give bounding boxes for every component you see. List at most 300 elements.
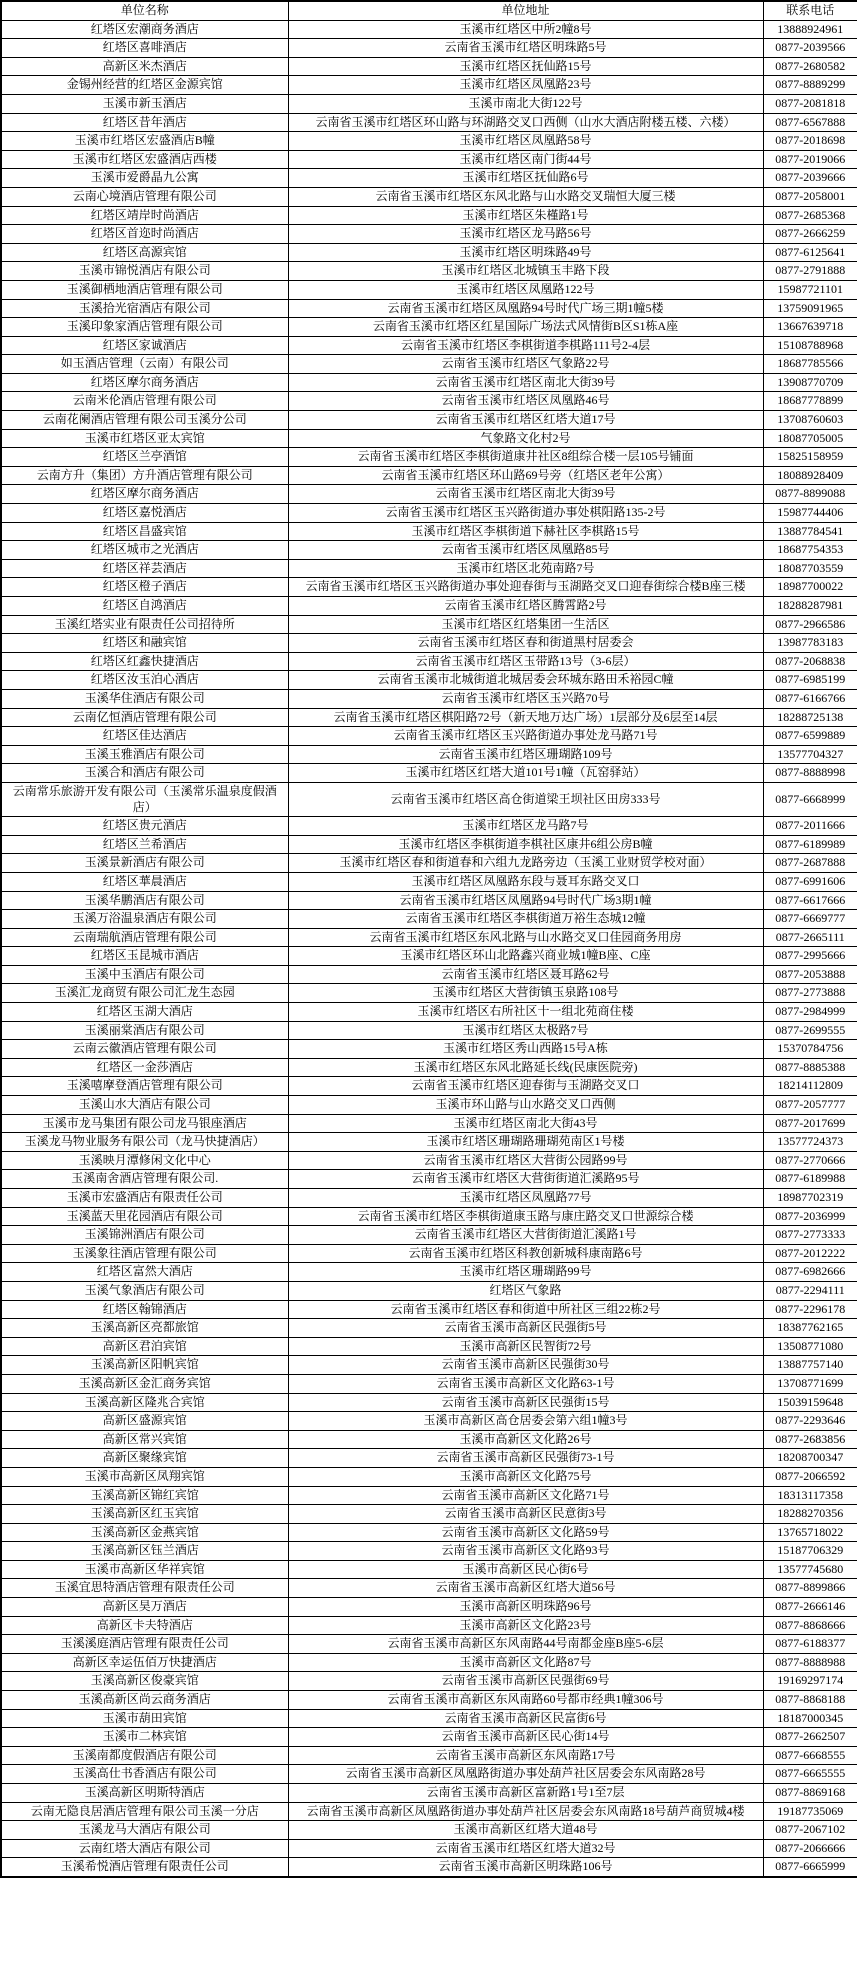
unit-address-cell: 云南省玉溪市红塔区气象路22号 bbox=[288, 355, 763, 374]
unit-name-cell: 玉溪高新区锦红宾馆 bbox=[1, 1486, 288, 1505]
phone-cell: 18187000345 bbox=[763, 1709, 857, 1728]
unit-name-cell: 玉溪高仕书香酒店有限公司 bbox=[1, 1765, 288, 1784]
unit-address-cell: 云南省玉溪市高新区文化路63-1号 bbox=[288, 1374, 763, 1393]
unit-name-cell: 玉溪市锦悦酒店有限公司 bbox=[1, 262, 288, 281]
unit-address-cell: 云南省玉溪市红塔区李棋街道李棋路111号2-4层 bbox=[288, 336, 763, 355]
table-row bbox=[1, 1467, 857, 1486]
table-row bbox=[1, 448, 857, 467]
phone-cell: 13888924961 bbox=[763, 20, 857, 39]
unit-address-cell: 玉溪市红塔区李棋街道李棋社区康井6组公房B幢 bbox=[288, 835, 763, 854]
unit-address-cell: 玉溪市红塔区红塔集团一生活区 bbox=[288, 615, 763, 634]
unit-name-cell: 红塔区翰锦酒店 bbox=[1, 1300, 288, 1319]
unit-address-cell: 云南省玉溪市红塔区凤凰路94号时代广场三期1幢5楼 bbox=[288, 299, 763, 318]
phone-cell: 15370784756 bbox=[763, 1040, 857, 1059]
phone-cell: 0877-2081818 bbox=[763, 94, 857, 113]
phone-cell: 0877-2066592 bbox=[763, 1467, 857, 1486]
table-row bbox=[1, 872, 857, 891]
unit-name-cell: 高新区幸运伍佰万快捷酒店 bbox=[1, 1653, 288, 1672]
phone-cell: 0877-6985199 bbox=[763, 671, 857, 690]
unit-address-cell: 云南省玉溪市红塔区凤凰路46号 bbox=[288, 392, 763, 411]
unit-address-cell: 玉溪市红塔区珊瑚路珊瑚苑南区1号楼 bbox=[288, 1133, 763, 1152]
phone-cell: 0877-6189989 bbox=[763, 835, 857, 854]
unit-address-cell: 云南省玉溪市红塔区凤凰路85号 bbox=[288, 541, 763, 560]
phone-cell: 0877-2066666 bbox=[763, 1839, 857, 1858]
unit-name-cell: 高新区盛源宾馆 bbox=[1, 1412, 288, 1431]
phone-cell: 13577724373 bbox=[763, 1133, 857, 1152]
table-row bbox=[1, 1263, 857, 1282]
unit-address-cell: 云南省玉溪市红塔区环山路69号旁（红塔区老年公寓） bbox=[288, 466, 763, 485]
table-row bbox=[1, 1560, 857, 1579]
table-row bbox=[1, 392, 857, 411]
unit-address-cell: 玉溪市高新区文化路23号 bbox=[288, 1616, 763, 1635]
unit-address-cell: 玉溪市环山路与山水路交叉口西侧 bbox=[288, 1096, 763, 1115]
table-row bbox=[1, 1784, 857, 1803]
unit-address-cell: 玉溪市高新区高仓居委会第六组1幢3号 bbox=[288, 1412, 763, 1431]
phone-cell: 0877-2683856 bbox=[763, 1430, 857, 1449]
table-body bbox=[1, 20, 857, 1877]
unit-address-cell: 云南省玉溪市高新区民强街5号 bbox=[288, 1319, 763, 1338]
phone-cell: 0877-2039666 bbox=[763, 169, 857, 188]
unit-address-cell: 云南省玉溪市红塔区明珠路5号 bbox=[288, 39, 763, 58]
phone-cell: 13577745680 bbox=[763, 1560, 857, 1579]
phone-cell: 0877-2058001 bbox=[763, 187, 857, 206]
unit-address-cell: 云南省玉溪市高新区富新路1号1至7层 bbox=[288, 1784, 763, 1803]
phone-cell: 0877-2666259 bbox=[763, 225, 857, 244]
phone-cell: 13508771080 bbox=[763, 1337, 857, 1356]
table-row bbox=[1, 1449, 857, 1468]
unit-name-cell: 红塔区昌盛宾馆 bbox=[1, 522, 288, 541]
phone-cell: 0877-2057777 bbox=[763, 1096, 857, 1115]
unit-address-cell: 玉溪市高新区红塔大道48号 bbox=[288, 1821, 763, 1840]
table-row bbox=[1, 1356, 857, 1375]
table-row bbox=[1, 745, 857, 764]
phone-cell: 15187706329 bbox=[763, 1542, 857, 1561]
table-row bbox=[1, 206, 857, 225]
table-row bbox=[1, 708, 857, 727]
unit-address-cell: 云南省玉溪市红塔区迎春街与玉湖路交叉口 bbox=[288, 1077, 763, 1096]
unit-name-cell: 玉溪市爱爵晶九公寓 bbox=[1, 169, 288, 188]
table-row bbox=[1, 634, 857, 653]
phone-cell: 0877-6668999 bbox=[763, 782, 857, 816]
unit-name-cell: 高新区米杰酒店 bbox=[1, 57, 288, 76]
unit-name-cell: 红塔区靖岸时尚酒店 bbox=[1, 206, 288, 225]
table-row bbox=[1, 1300, 857, 1319]
table-row bbox=[1, 429, 857, 448]
phone-cell: 0877-8899866 bbox=[763, 1579, 857, 1598]
unit-address-cell: 云南省玉溪市高新区红塔大道56号 bbox=[288, 1579, 763, 1598]
unit-name-cell: 红塔区玉昆城市酒店 bbox=[1, 947, 288, 966]
phone-cell: 0877-2984999 bbox=[763, 1003, 857, 1022]
unit-name-cell: 高新区昊万酒店 bbox=[1, 1598, 288, 1617]
unit-address-cell: 玉溪市红塔区凤凰路东段与聂耳东路交叉口 bbox=[288, 872, 763, 891]
table-row bbox=[1, 1653, 857, 1672]
unit-name-cell: 红塔区富然大酒店 bbox=[1, 1263, 288, 1282]
phone-cell: 13908770709 bbox=[763, 373, 857, 392]
unit-name-cell: 红塔区華晨酒店 bbox=[1, 872, 288, 891]
table-row bbox=[1, 1542, 857, 1561]
unit-name-cell: 玉溪市二林宾馆 bbox=[1, 1728, 288, 1747]
phone-cell: 18087703559 bbox=[763, 559, 857, 578]
unit-name-cell: 红塔区昔年酒店 bbox=[1, 113, 288, 132]
unit-name-cell: 玉溪蓝天里花园酒店有限公司 bbox=[1, 1207, 288, 1226]
unit-address-cell: 云南省玉溪市高新区明珠路106号 bbox=[288, 1858, 763, 1877]
unit-address-cell: 气象路文化村2号 bbox=[288, 429, 763, 448]
phone-cell: 13708760603 bbox=[763, 411, 857, 430]
unit-name-cell: 云南花阑酒店管理有限公司玉溪分公司 bbox=[1, 411, 288, 430]
phone-cell: 19187735069 bbox=[763, 1802, 857, 1821]
unit-name-cell: 红塔区贵元酒店 bbox=[1, 817, 288, 836]
phone-cell: 0877-2068838 bbox=[763, 652, 857, 671]
table-row bbox=[1, 782, 857, 816]
table-row bbox=[1, 615, 857, 634]
table-row bbox=[1, 20, 857, 39]
unit-name-cell: 玉溪高新区钰兰酒店 bbox=[1, 1542, 288, 1561]
unit-name-cell: 玉溪高新区亮都旅馆 bbox=[1, 1319, 288, 1338]
table-row bbox=[1, 1114, 857, 1133]
phone-cell: 0877-6599889 bbox=[763, 727, 857, 746]
phone-cell: 13577704327 bbox=[763, 745, 857, 764]
unit-name-cell: 玉溪高新区红玉宾馆 bbox=[1, 1505, 288, 1524]
unit-address-cell: 玉溪市高新区文化路75号 bbox=[288, 1467, 763, 1486]
phone-cell: 18087705005 bbox=[763, 429, 857, 448]
unit-name-cell: 红塔区祥芸酒店 bbox=[1, 559, 288, 578]
table-header bbox=[1, 1, 857, 20]
unit-name-cell: 红塔区喜啡酒店 bbox=[1, 39, 288, 58]
unit-address-cell: 云南省玉溪市红塔区南北大街39号 bbox=[288, 485, 763, 504]
unit-address-cell: 云南省玉溪市高新区民富街6号 bbox=[288, 1709, 763, 1728]
unit-address-cell: 云南省玉溪市红塔区玉带路13号（3-6层） bbox=[288, 652, 763, 671]
table-row bbox=[1, 1746, 857, 1765]
unit-name-cell: 玉溪映月潭修闲文化中心 bbox=[1, 1151, 288, 1170]
unit-address-cell: 云南省玉溪市红塔区东风北路与山水路交叉瑞恒大厦三楼 bbox=[288, 187, 763, 206]
unit-address-cell: 玉溪市红塔区大营街镇玉泉路108号 bbox=[288, 984, 763, 1003]
unit-name-cell: 玉溪市红塔区宏盛酒店B幢 bbox=[1, 132, 288, 151]
phone-cell: 0877-2293646 bbox=[763, 1412, 857, 1431]
table-row bbox=[1, 132, 857, 151]
table-row bbox=[1, 671, 857, 690]
unit-address-cell: 云南省玉溪市高新区民强街30号 bbox=[288, 1356, 763, 1375]
table-row bbox=[1, 1021, 857, 1040]
unit-name-cell: 云南心境酒店管理有限公司 bbox=[1, 187, 288, 206]
unit-name-cell: 玉溪龙马大酒店有限公司 bbox=[1, 1821, 288, 1840]
unit-name-cell: 玉溪南都度假酒店有限公司 bbox=[1, 1746, 288, 1765]
table-row bbox=[1, 1672, 857, 1691]
phone-cell: 15987721101 bbox=[763, 280, 857, 299]
column-header-phone: 联系电话 bbox=[763, 1, 857, 20]
phone-cell: 0877-2687888 bbox=[763, 854, 857, 873]
phone-cell: 13759091965 bbox=[763, 299, 857, 318]
phone-cell: 15825158959 bbox=[763, 448, 857, 467]
table-row bbox=[1, 1523, 857, 1542]
phone-cell: 18387762165 bbox=[763, 1319, 857, 1338]
unit-address-cell: 玉溪市高新区明珠路96号 bbox=[288, 1598, 763, 1617]
unit-name-cell: 玉溪华鹏酒店有限公司 bbox=[1, 891, 288, 910]
table-row bbox=[1, 1077, 857, 1096]
table-row bbox=[1, 1858, 857, 1877]
unit-name-cell: 红塔区城市之光酒店 bbox=[1, 541, 288, 560]
phone-cell: 15108788968 bbox=[763, 336, 857, 355]
unit-name-cell: 云南方升（集团）方升酒店管理有限公司 bbox=[1, 466, 288, 485]
phone-cell: 13765718022 bbox=[763, 1523, 857, 1542]
phone-cell: 18987702319 bbox=[763, 1189, 857, 1208]
phone-cell: 13708771699 bbox=[763, 1374, 857, 1393]
unit-address-cell: 云南省玉溪市高新区文化路93号 bbox=[288, 1542, 763, 1561]
column-header-unit-name: 单位名称 bbox=[1, 1, 288, 20]
table-row bbox=[1, 280, 857, 299]
table-row bbox=[1, 262, 857, 281]
unit-address-cell: 玉溪市红塔区珊瑚路99号 bbox=[288, 1263, 763, 1282]
table-row bbox=[1, 1802, 857, 1821]
phone-cell: 18687778899 bbox=[763, 392, 857, 411]
unit-address-cell: 云南省玉溪市高新区文化路71号 bbox=[288, 1486, 763, 1505]
unit-address-cell: 云南省玉溪市红塔区李棋街道康玉路与康庄路交叉口世源综合楼 bbox=[288, 1207, 763, 1226]
unit-name-cell: 红塔区高源宾馆 bbox=[1, 243, 288, 262]
phone-cell: 0877-2018698 bbox=[763, 132, 857, 151]
unit-address-cell: 云南省玉溪市红塔区南北大街39号 bbox=[288, 373, 763, 392]
phone-cell: 13887757140 bbox=[763, 1356, 857, 1375]
unit-name-cell: 红塔区汝玉泊心酒店 bbox=[1, 671, 288, 690]
unit-name-cell: 云南亿恒酒店管理有限公司 bbox=[1, 708, 288, 727]
unit-name-cell: 玉溪拾光宿酒店有限公司 bbox=[1, 299, 288, 318]
table-row bbox=[1, 1839, 857, 1858]
phone-cell: 0877-8889299 bbox=[763, 76, 857, 95]
table-row bbox=[1, 1096, 857, 1115]
table-row bbox=[1, 1003, 857, 1022]
unit-address-cell: 玉溪市红塔区春和街道春和六组九龙路旁边（玉溪工业财贸学校对面） bbox=[288, 854, 763, 873]
table-row bbox=[1, 1151, 857, 1170]
table-row bbox=[1, 559, 857, 578]
unit-name-cell: 云南米伦酒店管理有限公司 bbox=[1, 392, 288, 411]
table-row bbox=[1, 1170, 857, 1189]
phone-cell: 0877-2995666 bbox=[763, 947, 857, 966]
unit-name-cell: 玉溪象往酒店管理有限公司 bbox=[1, 1244, 288, 1263]
unit-name-cell: 玉溪宜思特酒店管理有限责任公司 bbox=[1, 1579, 288, 1598]
phone-cell: 0877-2011666 bbox=[763, 817, 857, 836]
unit-name-cell: 红塔区宏潮商务酒店 bbox=[1, 20, 288, 39]
unit-address-cell: 云南省玉溪市红塔区玉兴路街道办事处龙马路71号 bbox=[288, 727, 763, 746]
phone-cell: 0877-6189988 bbox=[763, 1170, 857, 1189]
unit-name-cell: 玉溪市龙马集团有限公司龙马银座酒店 bbox=[1, 1114, 288, 1133]
unit-name-cell: 高新区君泊宾馆 bbox=[1, 1337, 288, 1356]
table-row bbox=[1, 965, 857, 984]
table-row bbox=[1, 764, 857, 783]
phone-cell: 0877-2036999 bbox=[763, 1207, 857, 1226]
unit-address-cell: 云南省玉溪市红塔区李棋街道康井社区8组综合楼一层105号铺面 bbox=[288, 448, 763, 467]
phone-cell: 0877-2294111 bbox=[763, 1281, 857, 1300]
unit-address-cell: 玉溪市红塔区东风北路延长线(民康医院旁) bbox=[288, 1058, 763, 1077]
table-row bbox=[1, 1374, 857, 1393]
phone-cell: 0877-8869168 bbox=[763, 1784, 857, 1803]
unit-address-cell: 玉溪市红塔区龙马路56号 bbox=[288, 225, 763, 244]
unit-name-cell: 玉溪市高新区华祥宾馆 bbox=[1, 1560, 288, 1579]
table-row bbox=[1, 299, 857, 318]
unit-name-cell: 玉溪山水大酒店有限公司 bbox=[1, 1096, 288, 1115]
table-row bbox=[1, 243, 857, 262]
table-row bbox=[1, 522, 857, 541]
table-row bbox=[1, 1040, 857, 1059]
phone-cell: 19169297174 bbox=[763, 1672, 857, 1691]
unit-name-cell: 玉溪市新玉酒店 bbox=[1, 94, 288, 113]
unit-name-cell: 云南云徽酒店管理有限公司 bbox=[1, 1040, 288, 1059]
phone-cell: 18288287981 bbox=[763, 597, 857, 616]
unit-name-cell: 玉溪合和酒店有限公司 bbox=[1, 764, 288, 783]
table-row bbox=[1, 1579, 857, 1598]
phone-cell: 0877-2666146 bbox=[763, 1598, 857, 1617]
table-row bbox=[1, 1486, 857, 1505]
phone-cell: 0877-6617666 bbox=[763, 891, 857, 910]
unit-name-cell: 玉溪汇龙商贸有限公司汇龙生态园 bbox=[1, 984, 288, 1003]
unit-name-cell: 红塔区首迩时尚酒店 bbox=[1, 225, 288, 244]
table-row bbox=[1, 928, 857, 947]
unit-address-cell: 云南省玉溪市红塔区玉兴路街道办事处迎春街与玉湖路交叉口迎春街综合楼B座三楼 bbox=[288, 578, 763, 597]
unit-address-cell: 云南省玉溪市红塔区玉兴路街道办事处棋阳路135-2号 bbox=[288, 504, 763, 523]
unit-name-cell: 玉溪嘻摩登酒店管理有限公司 bbox=[1, 1077, 288, 1096]
table-row bbox=[1, 689, 857, 708]
table-row bbox=[1, 1244, 857, 1263]
unit-name-cell: 红塔区摩尔商务酒店 bbox=[1, 373, 288, 392]
table-row bbox=[1, 318, 857, 337]
table-row bbox=[1, 835, 857, 854]
unit-name-cell: 玉溪南舍酒店管理有限公司. bbox=[1, 1170, 288, 1189]
unit-address-cell: 云南省玉溪市红塔区红星国际广场法式风情街B区S1栋A座 bbox=[288, 318, 763, 337]
unit-name-cell: 云南瑞航酒店管理有限公司 bbox=[1, 928, 288, 947]
table-row bbox=[1, 1393, 857, 1412]
table-row bbox=[1, 1709, 857, 1728]
unit-name-cell: 云南红塔大酒店有限公司 bbox=[1, 1839, 288, 1858]
unit-address-cell: 云南省玉溪市红塔区凤凰路94号时代广场3期1幢 bbox=[288, 891, 763, 910]
unit-address-cell: 云南省玉溪市高新区凤凰路街道办事处葫芦社区居委会东风南路28号 bbox=[288, 1765, 763, 1784]
phone-cell: 13887784541 bbox=[763, 522, 857, 541]
table-row bbox=[1, 1337, 857, 1356]
unit-address-cell: 云南省玉溪市红塔区玉兴路70号 bbox=[288, 689, 763, 708]
unit-address-cell: 云南省玉溪市红塔区聂耳路62号 bbox=[288, 965, 763, 984]
unit-address-cell: 玉溪市红塔区朱槿路1号 bbox=[288, 206, 763, 225]
unit-name-cell: 玉溪希悦酒店管理有限责任公司 bbox=[1, 1858, 288, 1877]
phone-cell: 0877-2685368 bbox=[763, 206, 857, 225]
table-row bbox=[1, 1058, 857, 1077]
unit-name-cell: 玉溪御栖地酒店管理有限公司 bbox=[1, 280, 288, 299]
phone-cell: 0877-2662507 bbox=[763, 1728, 857, 1747]
phone-cell: 0877-2296178 bbox=[763, 1300, 857, 1319]
unit-name-cell: 玉溪高新区尚云商务酒店 bbox=[1, 1691, 288, 1710]
table-row bbox=[1, 891, 857, 910]
unit-name-cell: 玉溪市宏盛酒店有限责任公司 bbox=[1, 1189, 288, 1208]
unit-address-cell: 玉溪市红塔区龙马路7号 bbox=[288, 817, 763, 836]
table-row bbox=[1, 1821, 857, 1840]
table-row bbox=[1, 1281, 857, 1300]
unit-name-cell: 红塔区兰亭酒馆 bbox=[1, 448, 288, 467]
unit-address-cell: 玉溪市红塔区凤凰路122号 bbox=[288, 280, 763, 299]
table-row bbox=[1, 578, 857, 597]
unit-address-cell: 云南省玉溪市高新区东风南路44号南都金座B座5-6层 bbox=[288, 1635, 763, 1654]
unit-address-cell: 玉溪市红塔区环山北路鑫兴商业城1幢B座、C座 bbox=[288, 947, 763, 966]
unit-name-cell: 玉溪龙马物业服务有限公司（龙马快捷酒店） bbox=[1, 1133, 288, 1152]
unit-name-cell: 玉溪红塔实业有限责任公司招待所 bbox=[1, 615, 288, 634]
table-row bbox=[1, 1207, 857, 1226]
unit-name-cell: 玉溪市高新区凤翔宾馆 bbox=[1, 1467, 288, 1486]
table-row bbox=[1, 1430, 857, 1449]
unit-address-cell: 云南省玉溪市红塔区腾霄路2号 bbox=[288, 597, 763, 616]
unit-address-cell: 云南省玉溪市红塔区科教创新城科康南路6号 bbox=[288, 1244, 763, 1263]
table-row bbox=[1, 113, 857, 132]
unit-address-cell: 云南省玉溪市高新区民强街15号 bbox=[288, 1393, 763, 1412]
unit-address-cell: 玉溪市红塔区右所社区十一组北苑商住楼 bbox=[288, 1003, 763, 1022]
unit-address-cell: 云南省玉溪市红塔区环山路与环湖路交叉口西侧（山水大酒店附楼五楼、六楼） bbox=[288, 113, 763, 132]
phone-cell: 18288270356 bbox=[763, 1505, 857, 1524]
table-row bbox=[1, 1505, 857, 1524]
table-row bbox=[1, 1412, 857, 1431]
unit-address-cell: 玉溪市红塔区抚仙路15号 bbox=[288, 57, 763, 76]
unit-name-cell: 高新区聚缘宾馆 bbox=[1, 1449, 288, 1468]
unit-name-cell: 云南无隐良居酒店管理有限公司玉溪一分店 bbox=[1, 1802, 288, 1821]
unit-name-cell: 红塔区摩尔商务酒店 bbox=[1, 485, 288, 504]
phone-cell: 18687785566 bbox=[763, 355, 857, 374]
unit-name-cell: 玉溪高新区俊豪宾馆 bbox=[1, 1672, 288, 1691]
phone-cell: 0877-2665111 bbox=[763, 928, 857, 947]
table-row bbox=[1, 1728, 857, 1747]
unit-address-cell: 云南省玉溪市红塔区珊瑚路109号 bbox=[288, 745, 763, 764]
unit-name-cell: 玉溪高新区阳帆宾馆 bbox=[1, 1356, 288, 1375]
table-row bbox=[1, 1226, 857, 1245]
phone-cell: 0877-6665555 bbox=[763, 1765, 857, 1784]
unit-name-cell: 玉溪市红塔区宏盛酒店西楼 bbox=[1, 150, 288, 169]
unit-name-cell: 高新区常兴宾馆 bbox=[1, 1430, 288, 1449]
unit-address-cell: 云南省玉溪市红塔区大营街街道汇溪路1号 bbox=[288, 1226, 763, 1245]
unit-name-cell: 玉溪溪庭酒店管理有限责任公司 bbox=[1, 1635, 288, 1654]
table-row bbox=[1, 1765, 857, 1784]
table-row bbox=[1, 57, 857, 76]
unit-name-cell: 如玉酒店管理（云南）有限公司 bbox=[1, 355, 288, 374]
unit-address-cell: 云南省玉溪市红塔区大营街街道汇溪路95号 bbox=[288, 1170, 763, 1189]
unit-name-cell: 玉溪市红塔区亚太宾馆 bbox=[1, 429, 288, 448]
unit-address-cell: 玉溪市红塔区明珠路49号 bbox=[288, 243, 763, 262]
table-row bbox=[1, 39, 857, 58]
unit-address-cell: 玉溪市高新区民智街72号 bbox=[288, 1337, 763, 1356]
phone-cell: 13987783183 bbox=[763, 634, 857, 653]
unit-name-cell: 玉溪玉雅酒店有限公司 bbox=[1, 745, 288, 764]
table-row bbox=[1, 187, 857, 206]
table-row bbox=[1, 466, 857, 485]
unit-name-cell: 金锡州经营的红塔区金源宾馆 bbox=[1, 76, 288, 95]
unit-name-cell: 玉溪印象家酒店管理有限公司 bbox=[1, 318, 288, 337]
unit-name-cell: 高新区卡夫特酒店 bbox=[1, 1616, 288, 1635]
table-row bbox=[1, 225, 857, 244]
unit-address-cell: 云南省玉溪市高新区民心街14号 bbox=[288, 1728, 763, 1747]
unit-address-cell: 云南省玉溪市红塔区红塔大道32号 bbox=[288, 1839, 763, 1858]
phone-cell: 0877-2770666 bbox=[763, 1151, 857, 1170]
phone-cell: 18088928409 bbox=[763, 466, 857, 485]
unit-name-cell: 玉溪高新区隆兆合宾馆 bbox=[1, 1393, 288, 1412]
unit-address-cell: 玉溪市红塔区太极路7号 bbox=[288, 1021, 763, 1040]
unit-address-cell: 云南省玉溪市高新区文化路59号 bbox=[288, 1523, 763, 1542]
unit-address-cell: 云南省玉溪市红塔区春和街道中所社区三组22栋2号 bbox=[288, 1300, 763, 1319]
unit-address-cell: 玉溪市南北大街122号 bbox=[288, 94, 763, 113]
unit-name-cell: 红塔区自鸿酒店 bbox=[1, 597, 288, 616]
unit-name-cell: 玉溪万浴温泉酒店有限公司 bbox=[1, 910, 288, 929]
unit-address-cell: 玉溪市红塔区红塔大道101号1幢（瓦窑驿站） bbox=[288, 764, 763, 783]
table-row bbox=[1, 947, 857, 966]
unit-address-cell: 玉溪市红塔区秀山西路15号A栋 bbox=[288, 1040, 763, 1059]
phone-cell: 0877-8885388 bbox=[763, 1058, 857, 1077]
unit-address-cell: 玉溪市红塔区北城镇玉丰路下段 bbox=[288, 262, 763, 281]
table-row bbox=[1, 984, 857, 1003]
table-row bbox=[1, 504, 857, 523]
phone-cell: 0877-2680582 bbox=[763, 57, 857, 76]
table-row bbox=[1, 1133, 857, 1152]
unit-address-cell: 玉溪市红塔区李棋街道下赫社区李棋路15号 bbox=[288, 522, 763, 541]
table-row bbox=[1, 1691, 857, 1710]
phone-cell: 0877-8899088 bbox=[763, 485, 857, 504]
